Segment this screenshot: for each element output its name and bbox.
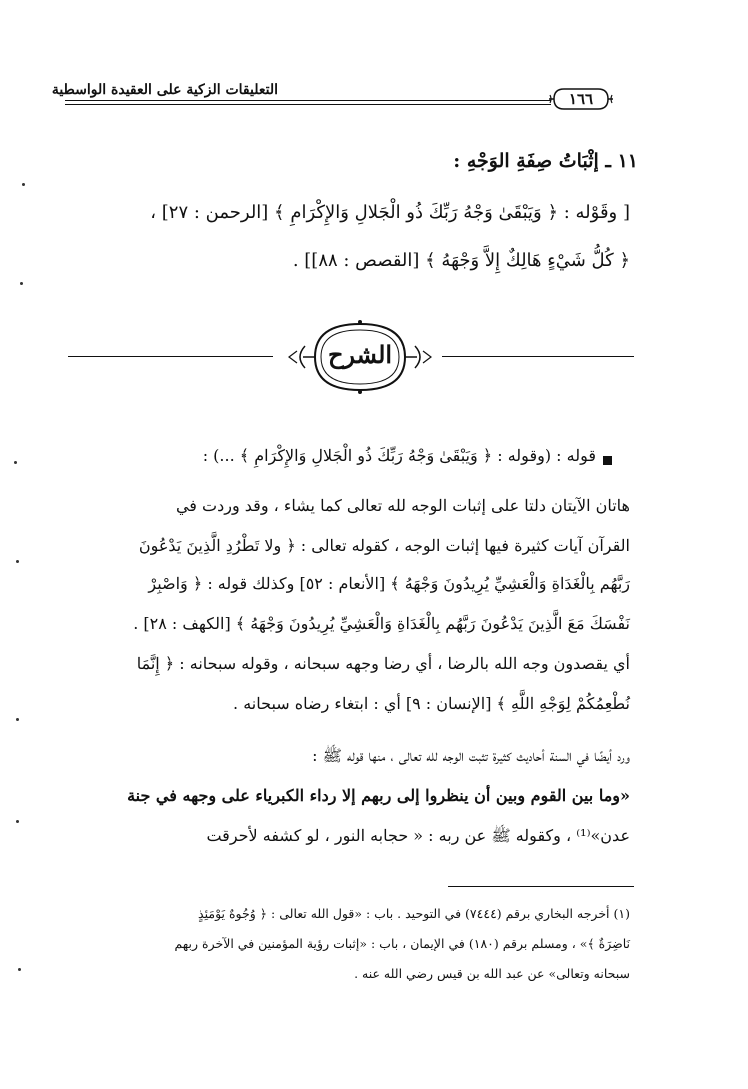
sharh-label: الشرح — [327, 340, 393, 369]
footnote-line: سبحانه وتعالى» عن عبد الله بن قيس رضي الله عنه . — [354, 966, 630, 981]
bullet-square — [603, 456, 612, 465]
scan-speck — [18, 968, 21, 971]
section-title: ١١ ـ إثْبَاتُ صِفَةِ الوَجْهِ : — [453, 150, 638, 172]
scan-speck — [16, 718, 19, 721]
paragraph-line: القرآن آيات كثيرة فيها إثبات الوجه ، كقوله تعالى : ﴿ ولا تَطْرُدِ الَّذِينَ يَدْعُونَ — [138, 536, 630, 555]
page-number-badge — [548, 86, 614, 112]
quote-line: ﴿ كُلُّ شَيْءٍ هَالِكٌ إِلاَّ وَجْهَهُ ﴾ [القصص : ٨٨]] . — [292, 250, 630, 271]
scan-speck — [16, 820, 19, 823]
paragraph-line: «وما بين القوم وبين أن ينظروا إلى ربهم إلا رداء الكبرياء على وجهه في جنة — [127, 786, 630, 805]
running-header-title: التعليقات الزكية على العقيدة الواسطية — [51, 82, 278, 98]
paragraph-line: عدن»⁽¹⁾ ، وكقوله ﷺ عن ربه : « حجابه النور ، لو كشفه لأحرقت — [206, 826, 630, 845]
scan-speck — [22, 183, 25, 186]
header-rule-top — [65, 100, 551, 101]
paragraph-line: نُطْعِمُكُمْ لِوَجْهِ اللَّهِ ﴾ [الإنسان : ٩] أي : ابتغاء رضاه سبحانه . — [233, 694, 630, 713]
ornament-rule-left — [68, 356, 273, 357]
paragraph-line: هاتان الآيتان دلتا على إثبات الوجه لله تعالى كما يشاء ، وقد وردت في — [175, 496, 630, 515]
scan-speck — [14, 461, 17, 464]
ornament-rule-right — [442, 356, 634, 357]
paragraph-line: أي يقصدون وجه الله بالرضا ، أي رضا وجهه سبحانه ، وقوله سبحانه : ﴿ إِنَّمَا — [136, 654, 630, 673]
paragraph-line: نَفْسَكَ مَعَ الَّذِينَ يَدْعُونَ رَبَّهُم بِالْغَدَاةِ وَالْعَشِيِّ يُرِيدُونَ وَجْهَهُ ﴾ [الكهف : ٢٨] . — [133, 614, 630, 633]
scan-speck — [20, 282, 23, 285]
sharh-ornament — [285, 318, 435, 396]
paragraph-line: رَبَّهُم بِالْغَدَاةِ وَالْعَشِيِّ يُرِيدُونَ وَجْهَهُ ﴾ [الأنعام : ٥٢] وكذلك قوله : ﴿ وَاصْبِرْ — [148, 574, 630, 593]
paragraph-line: ورد أيضًا في السنة أحاديث كثيرة تثبت الوجه لله تعالى ، منها قوله ﷺ : — [312, 746, 630, 765]
footnote-rule — [448, 886, 634, 887]
scan-speck — [16, 560, 19, 563]
lead-line: قوله : (وقوله : ﴿ وَيَبْقَىٰ وَجْهُ رَبِّكَ ذُو الْجَلالِ وَالإِكْرَامِ ﴾ ...) : — [202, 446, 596, 465]
page-number: ١٦٦ — [568, 90, 594, 108]
header-rule-bottom — [65, 104, 551, 105]
footnote-line: (١) أخرجه البخاري برقم (٧٤٤٤) في التوحيد . باب : «قول الله تعالى : ﴿ وُجُوهٌ يَوْمَئِذٍ — [198, 906, 630, 921]
quote-line: [ وقَوْله : ﴿ وَيَبْقَىٰ وَجْهُ رَبِّكَ ذُو الْجَلالِ وَالإِكْرَامِ ﴾ [الرحمن : ٢٧] ، — [150, 202, 630, 223]
footnote-line: نَاضِرَةٌ ﴾» ، ومسلم برقم (١٨٠) في الإيمان ، باب : «إثبات رؤية المؤمنين في الآخرة ربهم — [174, 936, 630, 951]
